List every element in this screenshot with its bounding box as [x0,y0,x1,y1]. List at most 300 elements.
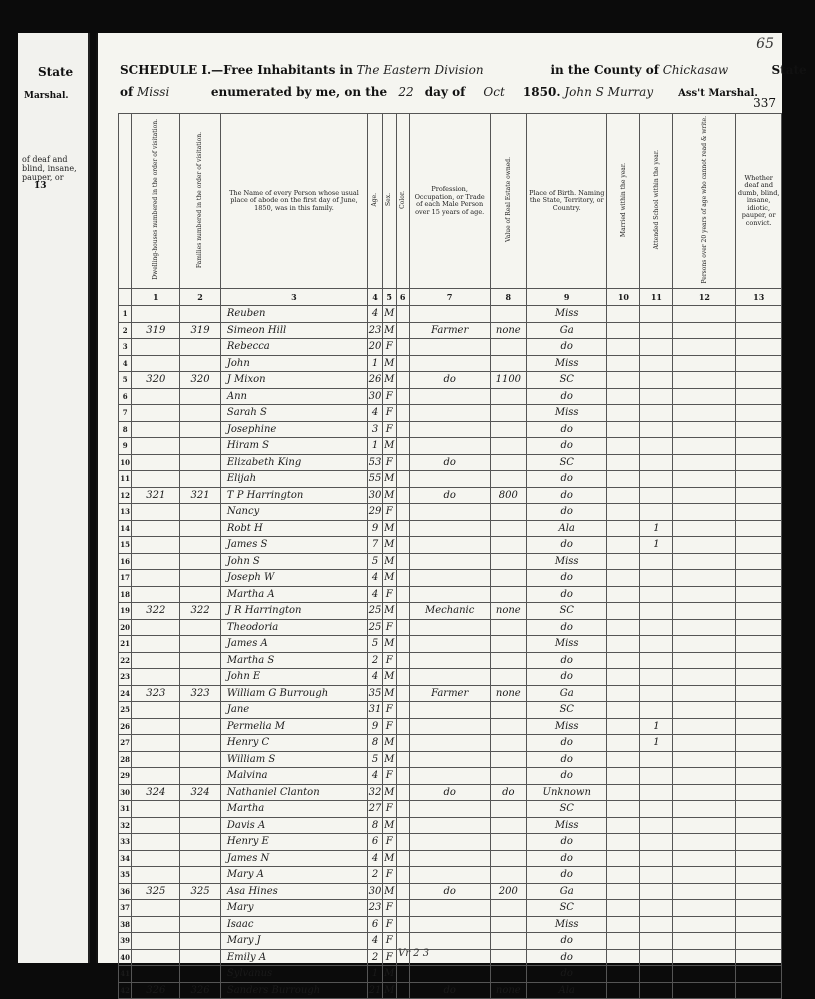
line-number-cell: 16 [119,553,132,570]
age-cell: 23 [368,900,383,917]
cannot-read-cell [673,817,736,834]
occupation-cell [409,355,490,372]
person-name-cell: Sarah S [220,405,367,422]
person-name-cell: Elijah [220,471,367,488]
line-number-cell: 9 [119,438,132,455]
married-cell [607,669,640,686]
sex-cell: M [382,784,396,801]
table-row [119,570,782,587]
header-col-1: Dwelling-houses numbered in the order of visitation. [132,114,180,289]
age-cell: 9 [368,718,383,735]
color-cell [396,966,409,983]
cannot-read-cell [673,487,736,504]
married-cell [607,784,640,801]
dwelling-number-cell [132,949,180,966]
disability-cell [736,553,782,570]
person-name-cell: Nancy [220,504,367,521]
line-number-cell: 22 [119,652,132,669]
occupation-cell [409,421,490,438]
family-number-cell [180,405,221,422]
person-name-cell: Permelia M [220,718,367,735]
table-row [119,883,782,900]
school-cell [640,916,673,933]
disability-cell [736,867,782,884]
sex-cell: M [382,669,396,686]
cannot-read-cell [673,636,736,653]
age-cell: 2 [368,867,383,884]
county-value: Chickasaw [662,63,729,77]
census-page [96,33,807,996]
married-cell [607,603,640,620]
age-cell: 9 [368,520,383,537]
cannot-read-cell [673,966,736,983]
married-cell [607,652,640,669]
occupation-cell [409,834,490,851]
color-cell [396,504,409,521]
disability-cell [736,834,782,851]
sex-cell: F [382,900,396,917]
family-number-cell [180,850,221,867]
sex-cell: M [382,735,396,752]
real-estate-value-cell: 1100 [490,372,526,389]
disability-cell [736,454,782,471]
family-number-cell [180,718,221,735]
married-cell [607,636,640,653]
school-cell [640,471,673,488]
school-cell [640,966,673,983]
person-name-cell: J Mixon [220,372,367,389]
color-cell [396,438,409,455]
line-number-cell: 17 [119,570,132,587]
disability-cell [736,652,782,669]
real-estate-value-cell: none [490,603,526,620]
table-row [119,372,782,389]
person-name-cell: Theodoria [220,619,367,636]
married-cell [607,537,640,554]
sex-cell: M [382,520,396,537]
occupation-cell: Mechanic [409,603,490,620]
table-row [119,916,782,933]
sex-cell: F [382,718,396,735]
real-estate-value-cell [490,652,526,669]
header-col-12: Persons over 20 years of age who cannot read & write. [673,114,736,289]
married-cell [607,504,640,521]
school-cell [640,933,673,950]
person-name-cell: Mary J [220,933,367,950]
color-cell [396,421,409,438]
person-name-cell: James A [220,636,367,653]
disability-cell [736,537,782,554]
occupation-cell [409,751,490,768]
age-cell: 4 [368,306,383,323]
age-cell: 23 [368,322,383,339]
cannot-read-cell [673,537,736,554]
occupation-cell [409,933,490,950]
married-cell [607,619,640,636]
family-number-cell: 319 [180,322,221,339]
age-cell: 30 [368,883,383,900]
cannot-read-cell [673,718,736,735]
color-cell [396,603,409,620]
line-number-cell: 35 [119,867,132,884]
birthplace-cell: SC [527,801,607,818]
birthplace-cell: Miss [527,405,607,422]
real-estate-value-cell [490,306,526,323]
occupation-cell: do [409,372,490,389]
sex-cell: F [382,702,396,719]
real-estate-value-cell [490,718,526,735]
school-cell: 1 [640,735,673,752]
color-cell [396,520,409,537]
person-name-cell: Sanders Burrough [220,982,367,999]
person-name-cell: Mary A [220,867,367,884]
line-number-cell: 38 [119,916,132,933]
header-col-11: Attended School within the year. [640,114,673,289]
birthplace-cell: SC [527,900,607,917]
married-cell [607,900,640,917]
birthplace-cell: SC [527,454,607,471]
disability-cell [736,916,782,933]
sex-cell: F [382,834,396,851]
family-number-cell [180,586,221,603]
color-cell [396,702,409,719]
family-number-cell [180,933,221,950]
real-estate-value-cell [490,636,526,653]
sex-cell: M [382,570,396,587]
prev-state-label: State [38,65,74,79]
family-number-cell [180,537,221,554]
real-estate-value-cell: do [490,784,526,801]
color-cell [396,652,409,669]
occupation-cell [409,735,490,752]
table-row [119,685,782,702]
birthplace-cell: Ga [527,322,607,339]
line-number-cell: 15 [119,537,132,554]
color-cell [396,784,409,801]
disability-cell [736,784,782,801]
married-cell [607,883,640,900]
disability-cell [736,850,782,867]
married-cell [607,982,640,999]
line-number-cell: 34 [119,850,132,867]
cannot-read-cell [673,520,736,537]
line-number-cell: 5 [119,372,132,389]
disability-cell [736,619,782,636]
prev-marshal-label: Marshal. [24,91,69,101]
disability-cell [736,372,782,389]
cannot-read-cell [673,372,736,389]
table-row [119,322,782,339]
sex-cell: F [382,388,396,405]
disability-cell [736,702,782,719]
person-name-cell: Hiram S [220,438,367,455]
family-number-cell [180,949,221,966]
color-cell [396,405,409,422]
real-estate-value-cell [490,553,526,570]
person-name-cell: Asa Hines [220,883,367,900]
married-cell [607,949,640,966]
family-number-cell [180,520,221,537]
family-number-cell [180,636,221,653]
married-cell [607,850,640,867]
birthplace-cell: SC [527,702,607,719]
cannot-read-cell [673,471,736,488]
sex-cell: M [382,982,396,999]
person-name-cell: James S [220,537,367,554]
line-number-cell: 7 [119,405,132,422]
line-col-blank [119,114,132,289]
disability-cell [736,322,782,339]
dwelling-number-cell [132,636,180,653]
birthplace-cell: do [527,487,607,504]
person-name-cell: William S [220,751,367,768]
disability-cell [736,388,782,405]
age-cell: 4 [368,933,383,950]
cannot-read-cell [673,949,736,966]
disability-cell [736,669,782,686]
family-number-cell [180,801,221,818]
line-number-cell: 2 [119,322,132,339]
disability-cell [736,685,782,702]
sex-cell: M [382,306,396,323]
sex-cell: M [382,850,396,867]
occupation-cell [409,405,490,422]
person-name-cell: Nathaniel Clanton [220,784,367,801]
cannot-read-cell [673,438,736,455]
header-line-2 [120,85,758,99]
dwelling-number-cell [132,504,180,521]
family-number-cell [180,339,221,356]
birthplace-cell: Miss [527,916,607,933]
school-cell [640,454,673,471]
age-cell: 25 [368,603,383,620]
dwelling-number-cell [132,454,180,471]
married-cell [607,702,640,719]
disability-cell [736,487,782,504]
married-cell [607,933,640,950]
line-number-cell: 19 [119,603,132,620]
real-estate-value-cell [490,355,526,372]
real-estate-value-cell [490,850,526,867]
dwelling-number-cell: 324 [132,784,180,801]
birthplace-cell: do [527,966,607,983]
line-number-cell: 36 [119,883,132,900]
cannot-read-cell [673,784,736,801]
table-row [119,652,782,669]
real-estate-value-cell [490,421,526,438]
family-number-cell: 323 [180,685,221,702]
sex-cell: M [382,471,396,488]
person-name-cell: Mary [220,900,367,917]
line-number-cell: 24 [119,685,132,702]
color-cell [396,586,409,603]
occupation-cell [409,900,490,917]
disability-cell [736,801,782,818]
sex-cell: M [382,817,396,834]
family-number-cell [180,817,221,834]
age-cell: 20 [368,339,383,356]
line-number-cell: 11 [119,471,132,488]
person-name-cell: Malvina [220,768,367,785]
family-number-cell: 322 [180,603,221,620]
school-cell [640,438,673,455]
table-row [119,702,782,719]
person-name-cell: William G Burrough [220,685,367,702]
birthplace-cell: SC [527,603,607,620]
cannot-read-cell [673,421,736,438]
age-cell: 31 [368,702,383,719]
table-row [119,735,782,752]
school-cell [640,504,673,521]
school-cell [640,388,673,405]
line-number-cell: 31 [119,801,132,818]
disability-cell [736,735,782,752]
dwelling-number-cell [132,916,180,933]
person-name-cell: Elizabeth King [220,454,367,471]
age-cell: 4 [368,669,383,686]
table-row [119,718,782,735]
school-cell [640,685,673,702]
color-cell [396,487,409,504]
birthplace-cell: do [527,339,607,356]
school-cell [640,751,673,768]
school-cell [640,850,673,867]
occupation-cell [409,801,490,818]
previous-page-strip [18,33,90,963]
table-row [119,768,782,785]
table-row [119,834,782,851]
birthplace-cell: Miss [527,636,607,653]
disability-cell [736,636,782,653]
person-name-cell: Simeon Hill [220,322,367,339]
married-cell [607,438,640,455]
real-estate-value-cell [490,339,526,356]
age-cell: 2 [368,949,383,966]
family-number-cell: 321 [180,487,221,504]
family-number-cell [180,735,221,752]
real-estate-value-cell [490,966,526,983]
birthplace-cell: do [527,586,607,603]
sex-cell: F [382,801,396,818]
birthplace-cell: do [527,669,607,686]
sex-cell: M [382,553,396,570]
cannot-read-cell [673,388,736,405]
table-row [119,586,782,603]
sex-cell: F [382,619,396,636]
color-cell [396,570,409,587]
family-number-cell [180,900,221,917]
married-cell [607,834,640,851]
color-cell [396,355,409,372]
page-number: 337 [753,96,776,110]
table-row [119,982,782,999]
birthplace-cell: do [527,933,607,950]
disability-cell [736,586,782,603]
table-row [119,949,782,966]
person-name-cell: Isaac [220,916,367,933]
married-cell [607,817,640,834]
sex-cell: M [382,487,396,504]
disability-cell [736,933,782,950]
school-cell [640,652,673,669]
line-number-cell: 25 [119,702,132,719]
real-estate-value-cell: none [490,685,526,702]
header-col-13: Whether deaf and dumb, blind, insane, idiotic, pauper, or convict. [736,114,782,289]
person-name-cell: Martha S [220,652,367,669]
column-number-row: 1 2 3 4 5 6 7 8 9 10 11 12 13 [119,289,782,306]
dwelling-number-cell [132,834,180,851]
age-cell: 3 [368,421,383,438]
cannot-read-cell [673,850,736,867]
table-row [119,669,782,686]
birthplace-cell: Miss [527,718,607,735]
table-row [119,306,782,323]
color-cell [396,669,409,686]
table-row [119,817,782,834]
disability-cell [736,355,782,372]
occupation-cell [409,504,490,521]
disability-cell [736,718,782,735]
line-number-cell: 18 [119,586,132,603]
age-cell: 1 [368,966,383,983]
color-cell [396,454,409,471]
sex-cell: F [382,421,396,438]
birthplace-cell: do [527,388,607,405]
married-cell [607,553,640,570]
person-name-cell: Rebecca [220,339,367,356]
line-number-cell: 10 [119,454,132,471]
real-estate-value-cell: none [490,322,526,339]
dwelling-number-cell [132,306,180,323]
birthplace-cell: Ga [527,883,607,900]
dwelling-number-cell [132,520,180,537]
color-cell [396,933,409,950]
school-cell: 1 [640,718,673,735]
age-cell: 8 [368,817,383,834]
married-cell [607,405,640,422]
sex-cell: M [382,322,396,339]
sex-cell: M [382,355,396,372]
dwelling-number-cell [132,817,180,834]
occupation-cell: do [409,454,490,471]
table-row [119,405,782,422]
person-name-cell: James N [220,850,367,867]
birthplace-cell: Ala [527,982,607,999]
real-estate-value-cell [490,438,526,455]
age-cell: 8 [368,735,383,752]
school-cell [640,603,673,620]
occupation-cell: do [409,784,490,801]
sex-cell: F [382,504,396,521]
person-name-cell: John S [220,553,367,570]
real-estate-value-cell [490,702,526,719]
line-number-cell: 1 [119,306,132,323]
footer-mark: Vr 2 3 [398,948,430,959]
real-estate-value-cell [490,801,526,818]
married-cell [607,718,640,735]
age-cell: 5 [368,636,383,653]
color-cell [396,900,409,917]
birthplace-cell: do [527,421,607,438]
dwelling-number-cell [132,553,180,570]
occupation-cell [409,966,490,983]
school-cell [640,619,673,636]
line-number-cell: 30 [119,784,132,801]
table-row [119,636,782,653]
birthplace-cell: Ala [527,520,607,537]
occupation-cell [409,652,490,669]
county-label: in the County of [550,63,659,77]
